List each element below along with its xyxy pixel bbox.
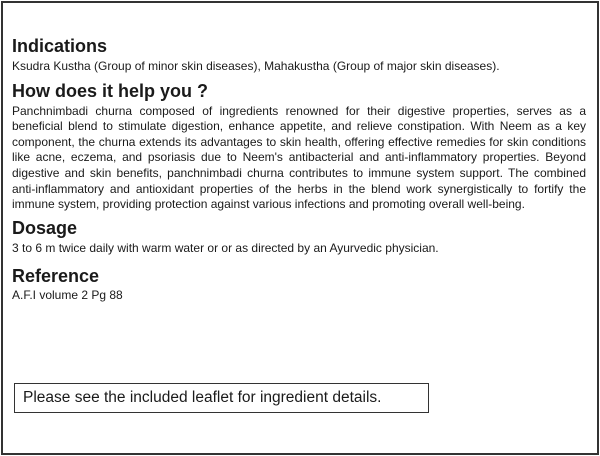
leaflet-note-box: Please see the included leaflet for ingredient details.	[14, 383, 429, 413]
dosage-heading: Dosage	[12, 217, 78, 238]
indications-heading: Indications	[12, 36, 108, 56]
reference-text: A.F.I volume 2 Pg 88	[12, 288, 123, 303]
reference-heading: Reference	[12, 266, 100, 287]
help-heading: How does it help you ?	[12, 80, 209, 101]
help-text: Panchnimbadi churna composed of ingredients renowned for their digestive properties, serves as a beneficial blend to stimulate digestion, enhance appetite, and relieve constipation. With Neem as a key component, the churna extends its advantages to skin health, offering effective remedies for skin conditions like acne, eczema, and psoriasis due to Neem's antibacterial and anti-inflammatory properties. Beyond digestive and skin benefits, panchnimbadi churna contributes to immune system support. The combined anti-inflammatory and antioxidant properties of the herbs in the blend work synergistically to fortify the immune system, providing protection against various infections and promoting overall well-being.	[12, 103, 586, 212]
label-content	[12, 36, 586, 304]
help-section	[12, 81, 586, 213]
indications-section	[12, 36, 586, 75]
dosage-text: 3 to 6 m twice daily with warm water or or as directed by an Ayurvedic physician.	[12, 240, 439, 255]
indications-text: Ksudra Kustha (Group of minor skin diseases), Mahakustha (Group of major skin diseases).	[12, 59, 500, 73]
reference-section	[12, 266, 586, 304]
dosage-section	[12, 218, 586, 257]
